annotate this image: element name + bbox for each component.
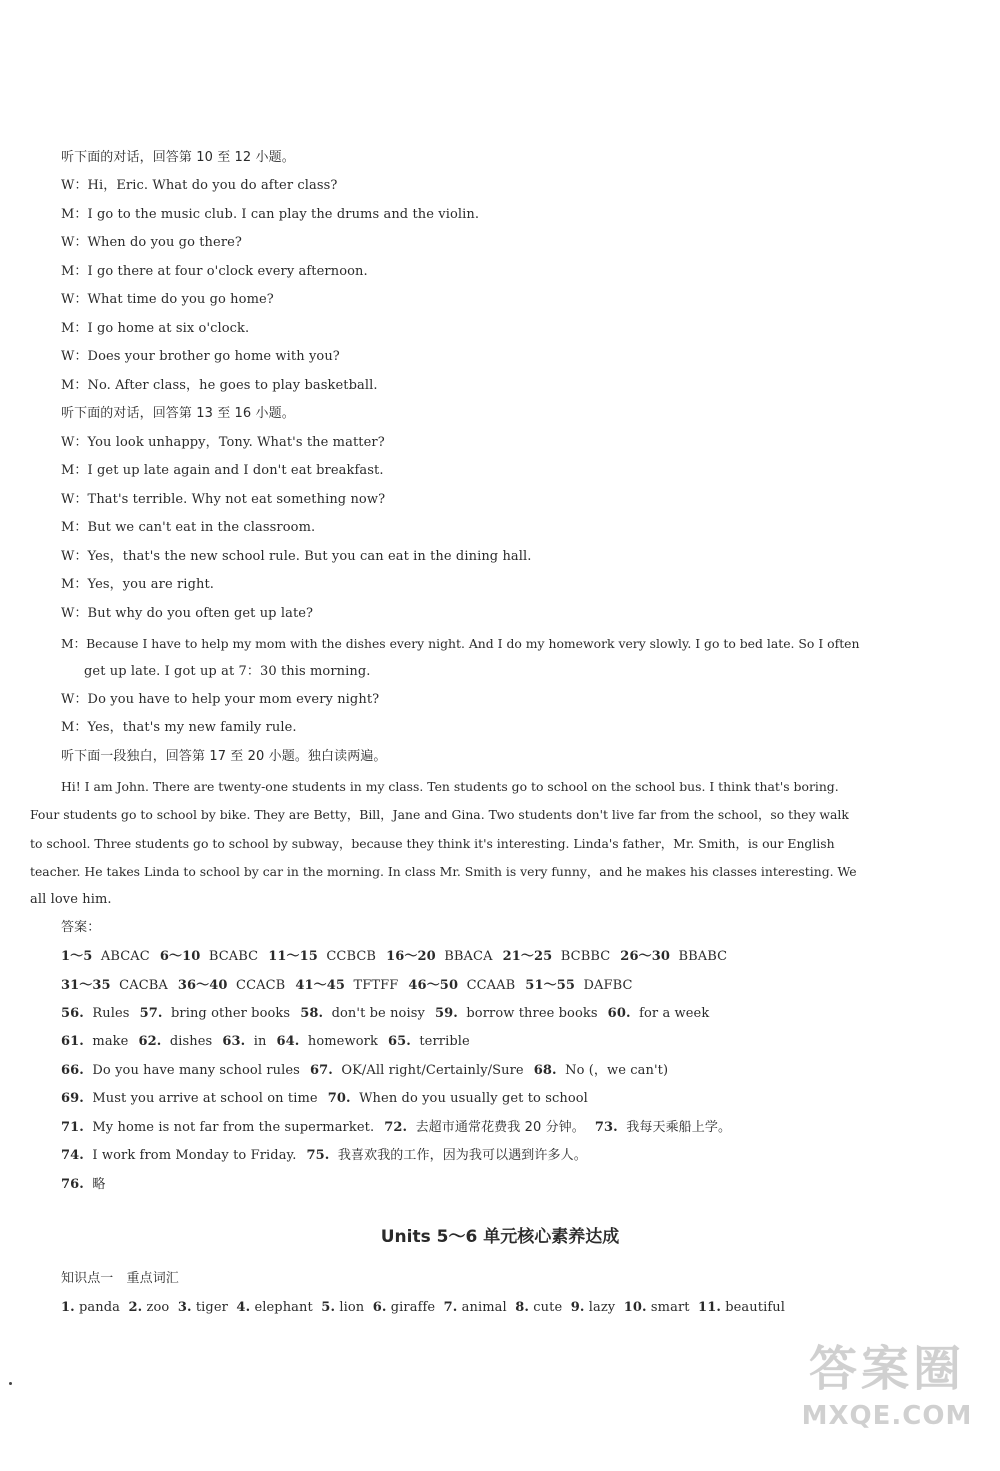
answer-row [61,1091,588,1107]
answer-number: 66. [61,1063,84,1078]
vocab-word: elephant [254,1300,313,1315]
answer-value: don't be noisy [331,1006,425,1021]
unit-title: Units 5～6 单元核心素养达成 [380,1227,620,1247]
answer-number: 56. [61,1006,84,1021]
vocab-word: animal [461,1300,507,1315]
vocab-gap [507,1300,515,1315]
answer-value: OK/All right/Certainly/Sure [341,1063,524,1078]
vocab-gap [562,1300,570,1315]
dialogue-line: M：I go home at six o'clock. [61,321,250,336]
vocab-gap [615,1300,623,1315]
answer-number: 70. [327,1091,351,1106]
dialogue-line: W：Yes，that's the new school rule. But you can eat in the dining hall. [61,549,532,564]
dialogue-line: W：You look unhappy，Tony. What's the matter? [61,435,385,450]
monologue-line: teacher. He takes Linda to school by car in the morning. In class Mr. Smith is very funny，and he makes his classes interesting. We [30,864,857,879]
answer-number: 61. [61,1034,84,1049]
vocab-gap [364,1300,372,1315]
answer-value: 我喜欢我的工作，因为我可以遇到许多人。 [337,1148,587,1163]
monologue-line: all love him. [30,892,112,907]
answer-value: dishes [169,1034,213,1049]
answer-number: 46～50 [408,978,459,993]
answer-value: BBABC [678,949,728,964]
dialogue-line: W：Do you have to help your mom every night? [61,692,380,707]
dialogue-line: M：But we can't eat in the classroom. [61,520,316,535]
vocab-word: zoo [146,1300,170,1315]
answer-number: 1～5 [61,949,93,964]
answer-row [61,949,727,965]
answer-number: 62. [138,1034,162,1049]
answer-value: BBACA [444,949,493,964]
answer-number: 65. [387,1034,411,1049]
vocab-word: lazy [588,1300,616,1315]
answer-number: 31～35 [61,978,111,993]
vocab-number: 7. [443,1300,458,1315]
answer-value: for a week [639,1006,710,1021]
answer-value: ABCAC [100,949,150,964]
answer-value: Do you have many school rules [92,1063,300,1078]
dialogue-line: M：I go there at four o'clock every afternoon. [61,264,368,279]
answer-number: 74. [61,1148,84,1163]
answers-label: 答案： [61,920,101,935]
watermark-top: 答案圈 [808,1341,965,1397]
answer-value: 去超市通常花费我 20 分钟。 [415,1120,585,1135]
answer-row [61,1063,668,1079]
monologue-line: Hi! I am John. There are twenty-one students in my class. Ten students go to school on the school bus. I think that's boring. [61,779,839,794]
dialogue-line: get up late. I got up at 7：30 this morning. [84,664,371,679]
answer-number: 26～30 [620,949,670,964]
dialogue-line: M：I get up late again and I don't eat breakfast. [61,463,384,478]
answer-number: 59. [434,1006,458,1021]
answer-value: DAFBC [583,978,633,993]
answer-value: CCBCB [326,949,377,964]
answer-number: 71. [61,1120,84,1135]
vocab-number: 3. [177,1300,192,1315]
answer-number: 64. [276,1034,300,1049]
answer-row [61,1177,106,1193]
dialogue-line: W：But why do you often get up late? [61,606,314,621]
answer-number: 41～45 [295,978,346,993]
answer-value: TFTFF [353,978,399,993]
answer-number: 57. [139,1006,163,1021]
answer-number: 69. [61,1091,84,1106]
answer-value: borrow three books [466,1006,598,1021]
answer-value: in [253,1034,267,1049]
answer-value: CACBA [119,978,168,993]
vocab-word: lion [339,1300,365,1315]
answer-row [61,1120,731,1136]
answer-value: BCBBC [560,949,611,964]
vocab-number: 1. [61,1300,75,1315]
monologue-line: Four students go to school by bike. They are Betty，Bill，Jane and Gina. Two students don't live far from the school，so they walk [30,807,849,822]
page-dot [9,1382,12,1385]
answer-number: 16～20 [386,949,436,964]
answer-value: homework [307,1034,378,1049]
dialogue-line: M：Yes，that's my new family rule. [61,720,297,735]
answer-number: 51～55 [525,978,575,993]
answer-number: 73. [594,1120,618,1135]
vocab-number: 2. [128,1300,143,1315]
answer-number: 11～15 [268,949,318,964]
answer-value: Rules [92,1006,130,1021]
answer-number: 75. [306,1148,330,1163]
vocab-gap [435,1300,443,1315]
answer-number: 68. [533,1063,557,1078]
watermark-logo [792,1339,982,1459]
answer-number: 6～10 [159,949,201,964]
section-heading-10-12: 听下面的对话，回答第 10 至 12 小题。 [61,150,295,165]
dialogue-line: W：When do you go there? [61,235,242,250]
dialogue-line: M：Because I have to help my mom with the dishes every night. And I do my homework very slowly. I go to bed late. So I often [61,636,860,651]
dialogue-line: M：Yes，you are right. [61,577,215,592]
answer-row [61,1006,709,1022]
answer-value: When do you usually get to school [359,1091,588,1106]
answer-value: CCAAB [466,978,516,993]
answer-value: My home is not far from the supermarket. [92,1120,375,1135]
vocab-word: tiger [195,1300,228,1315]
vocab-number: 6. [372,1300,387,1315]
answer-number: 21～25 [502,949,553,964]
vocab-number: 8. [515,1300,530,1315]
dialogue-line: W：That's terrible. Why not eat something now? [61,492,386,507]
answer-value: make [92,1034,129,1049]
answer-value: Must you arrive at school on time [92,1091,318,1106]
answer-row [61,1148,587,1164]
answer-number: 72. [384,1120,408,1135]
vocab-list [61,1300,785,1316]
answer-row [61,1034,470,1050]
answer-value: BCABC [208,949,259,964]
answer-number: 58. [300,1006,324,1021]
dialogue-line: M：No. After class，he goes to play basketball. [61,378,378,393]
answer-value: I work from Monday to Friday. [92,1148,297,1163]
section-heading-17-20: 听下面一段独白，回答第 17 至 20 小题。独白读两遍。 [61,749,387,764]
section-heading-13-16: 听下面的对话，回答第 13 至 16 小题。 [61,406,295,421]
vocab-word: beautiful [725,1300,785,1315]
knowledge-heading: 知识点一 重点词汇 [61,1271,179,1286]
watermark-bottom: MXQE.COM [801,1401,973,1431]
vocab-gap [690,1300,698,1315]
vocab-number: 4. [236,1300,251,1315]
vocab-number: 9. [570,1300,585,1315]
answer-number: 63. [222,1034,246,1049]
dialogue-line: M：I go to the music club. I can play the drums and the violin. [61,207,480,222]
monologue-line: to school. Three students go to school by subway，because they think it's interesting. Linda's father，Mr. Smith，is our English [30,836,835,851]
dialogue-line: W：What time do you go home? [61,292,274,307]
vocab-gap [169,1300,177,1315]
vocab-number: 5. [321,1300,336,1315]
answer-row [61,978,633,994]
answer-number: 76. [61,1177,84,1192]
answer-number: 36～40 [177,978,228,993]
vocab-number: 10. [623,1300,647,1315]
answer-value: 我每天乘船上学。 [626,1120,732,1135]
answer-number: 60. [607,1006,631,1021]
vocab-word: panda [79,1300,121,1315]
vocab-gap [120,1300,128,1315]
answer-value: No (，we can't) [565,1063,669,1078]
answer-value: terrible [419,1034,470,1049]
vocab-word: cute [533,1300,563,1315]
dialogue-line: W：Does your brother go home with you? [61,349,340,364]
vocab-word: smart [650,1300,690,1315]
answer-value: 略 [92,1177,106,1192]
vocab-word: giraffe [390,1300,436,1315]
vocab-number: 11. [698,1300,721,1315]
answer-value: bring other books [170,1006,291,1021]
answer-number: 67. [309,1063,333,1078]
dialogue-line: W：Hi，Eric. What do you do after class? [61,178,338,193]
answer-value: CCACB [236,978,286,993]
